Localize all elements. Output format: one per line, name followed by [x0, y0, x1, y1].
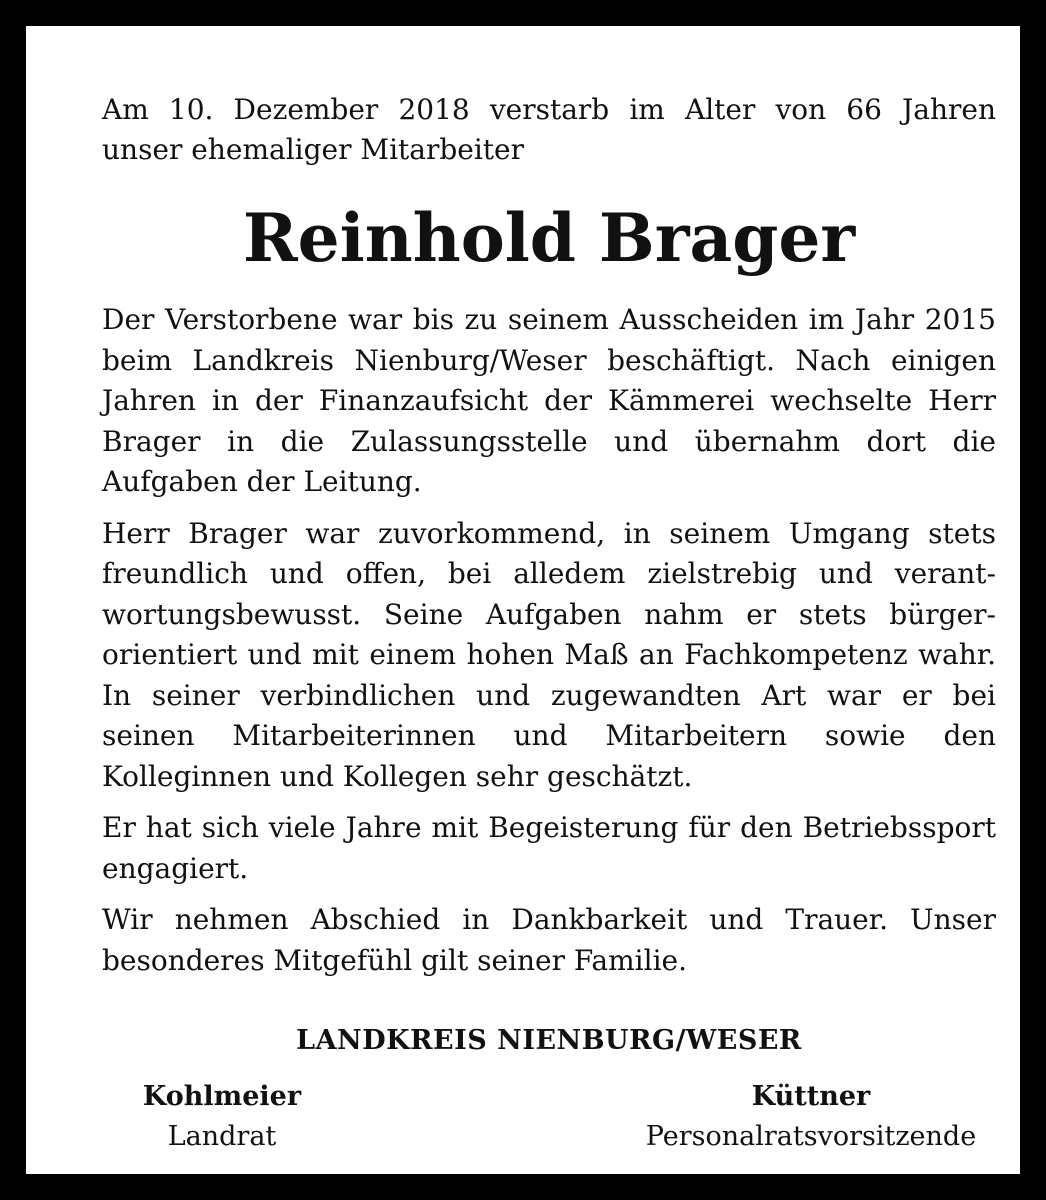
intro-line-1: Am 10. Dezember 2018 verstarb im Alter von 66 Jahren	[102, 93, 996, 126]
signer-right	[626, 1077, 996, 1157]
deceased-name: Reinhold Brager	[242, 199, 856, 277]
signer-title: Landrat	[167, 1121, 277, 1152]
paragraph-career: Der Verstorbene war bis zu seinem Ausscheiden im Jahr 2015 beim Landkreis Nienburg/Weser beschäftigt. Nach einigen Jahren in der Finanzaufsicht der Kämmerei wechselte Herr Brager in die Zulassungsstelle und übernahm dort die Aufgaben der Leitung.	[102, 303, 996, 498]
signers	[102, 1077, 996, 1167]
signer-title: Personalratsvorsitzende	[645, 1121, 977, 1152]
intro-text	[102, 90, 996, 170]
organization-name: LANDKREIS NIENBURG/WESER	[296, 1025, 802, 1056]
paragraph-farewell: Wir nehmen Abschied in Dankbarkeit und Trauer. Unser besonderes Mitgefühl gilt seiner Familie.	[102, 903, 996, 977]
paragraph-character: Herr Brager war zuvorkommend, in seinem Umgang stets freundlich und offen, bei alledem zielstrebig und verantwortungsbewusst. Seine Aufgaben nahm er stets bürgerorientiert und mit einem hohen Maß an Fachkompetenz wahr. In seiner verbindlichen und zugewandten Art war er bei seinen Mitarbeiterinnen und Mitarbeitern sowie den Kolleginnen und Kollegen sehr geschätzt.	[102, 516, 996, 793]
intro-line-2: unser ehemaliger Mitarbeiter	[102, 133, 525, 166]
signer-name: Kohlmeier	[142, 1081, 302, 1112]
signer-left	[122, 1077, 322, 1157]
obituary-content	[102, 90, 996, 1167]
paragraph-sport: Er hat sich viele Jahre mit Begeisterung für den Betriebssport engagiert.	[102, 811, 996, 885]
signer-name: Küttner	[751, 1081, 871, 1112]
